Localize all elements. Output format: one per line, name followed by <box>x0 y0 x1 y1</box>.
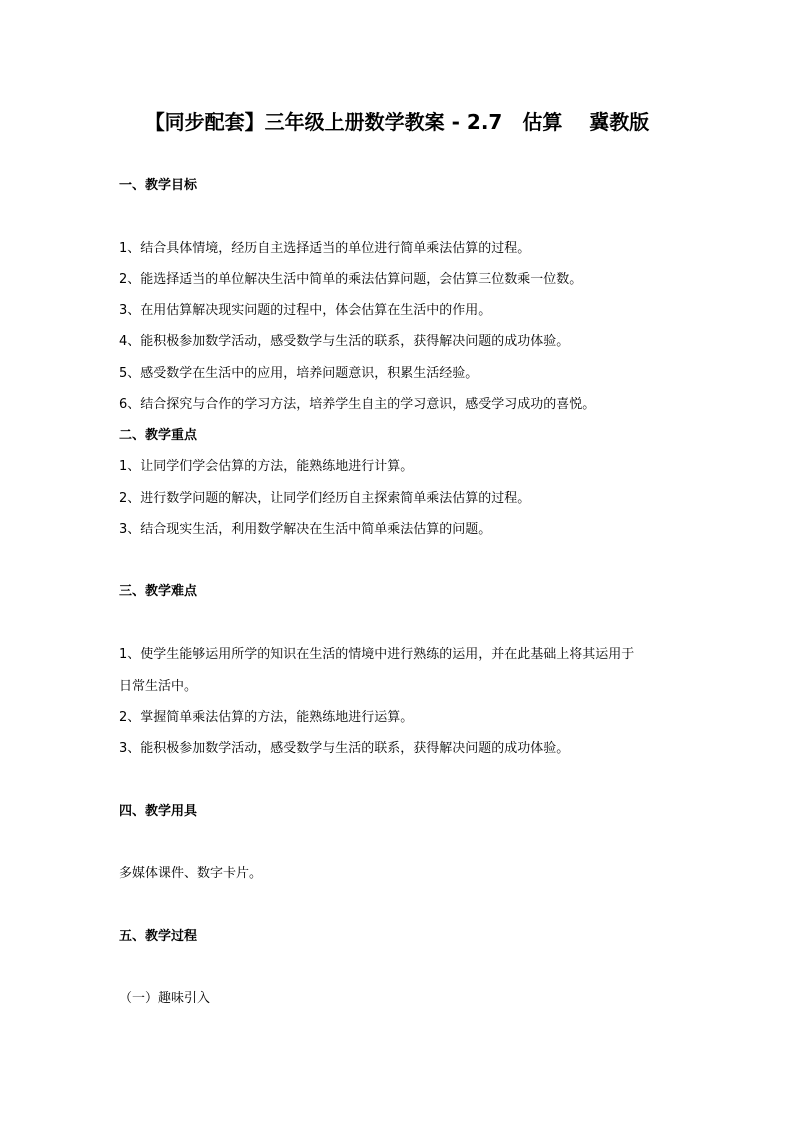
section-heading-tools: 四、教学用具 <box>119 804 198 819</box>
key-point-item-3: 3、结合现实生活，利用数学解决在生活中简单乘法估算的问题。 <box>119 522 492 537</box>
process-subheading-1: （一）趣味引入 <box>119 991 211 1006</box>
difficulty-item-1-line-1: 1、使学生能够运用所学的知识在生活的情境中进行熟练的运用，并在此基础上将其运用于 <box>119 647 635 662</box>
goal-item-4: 4、能积极参加数学活动，感受数学与生活的联系，获得解决问题的成功体验。 <box>119 334 570 349</box>
tools-content: 多媒体课件、数字卡片。 <box>119 866 263 881</box>
difficulty-item-1-line-2: 日常生活中。 <box>119 679 198 694</box>
key-point-item-1: 1、让同学们学会估算的方法，能熟练地进行计算。 <box>119 459 414 474</box>
section-heading-difficulties: 三、教学难点 <box>119 584 198 599</box>
goal-item-2: 2、能选择适当的单位解决生活中简单的乘法估算问题，会估算三位数乘一位数。 <box>119 272 583 287</box>
section-heading-goals: 一、教学目标 <box>119 178 198 193</box>
difficulty-item-2: 2、掌握简单乘法估算的方法，能熟练地进行运算。 <box>119 710 414 725</box>
goal-item-6: 6、结合探究与合作的学习方法，培养学生自主的学习意识，感受学习成功的喜悦。 <box>119 397 596 412</box>
document-title: 【同步配套】三年级上册数学教案 - 2.7 估算 冀教版 <box>144 110 650 134</box>
goal-item-5: 5、感受数学在生活中的应用，培养问题意识，积累生活经验。 <box>119 366 479 381</box>
goal-item-3: 3、在用估算解决现实问题的过程中，体会估算在生活中的作用。 <box>119 303 492 318</box>
key-point-item-2: 2、进行数学问题的解决，让同学们经历自主探索简单乘法估算的过程。 <box>119 491 531 506</box>
goal-item-1: 1、结合具体情境，经历自主选择适当的单位进行简单乘法估算的过程。 <box>119 241 531 256</box>
section-heading-process: 五、教学过程 <box>119 929 198 944</box>
difficulty-item-3: 3、能积极参加数学活动，感受数学与生活的联系，获得解决问题的成功体验。 <box>119 741 570 756</box>
section-heading-key-points: 二、教学重点 <box>119 428 198 443</box>
